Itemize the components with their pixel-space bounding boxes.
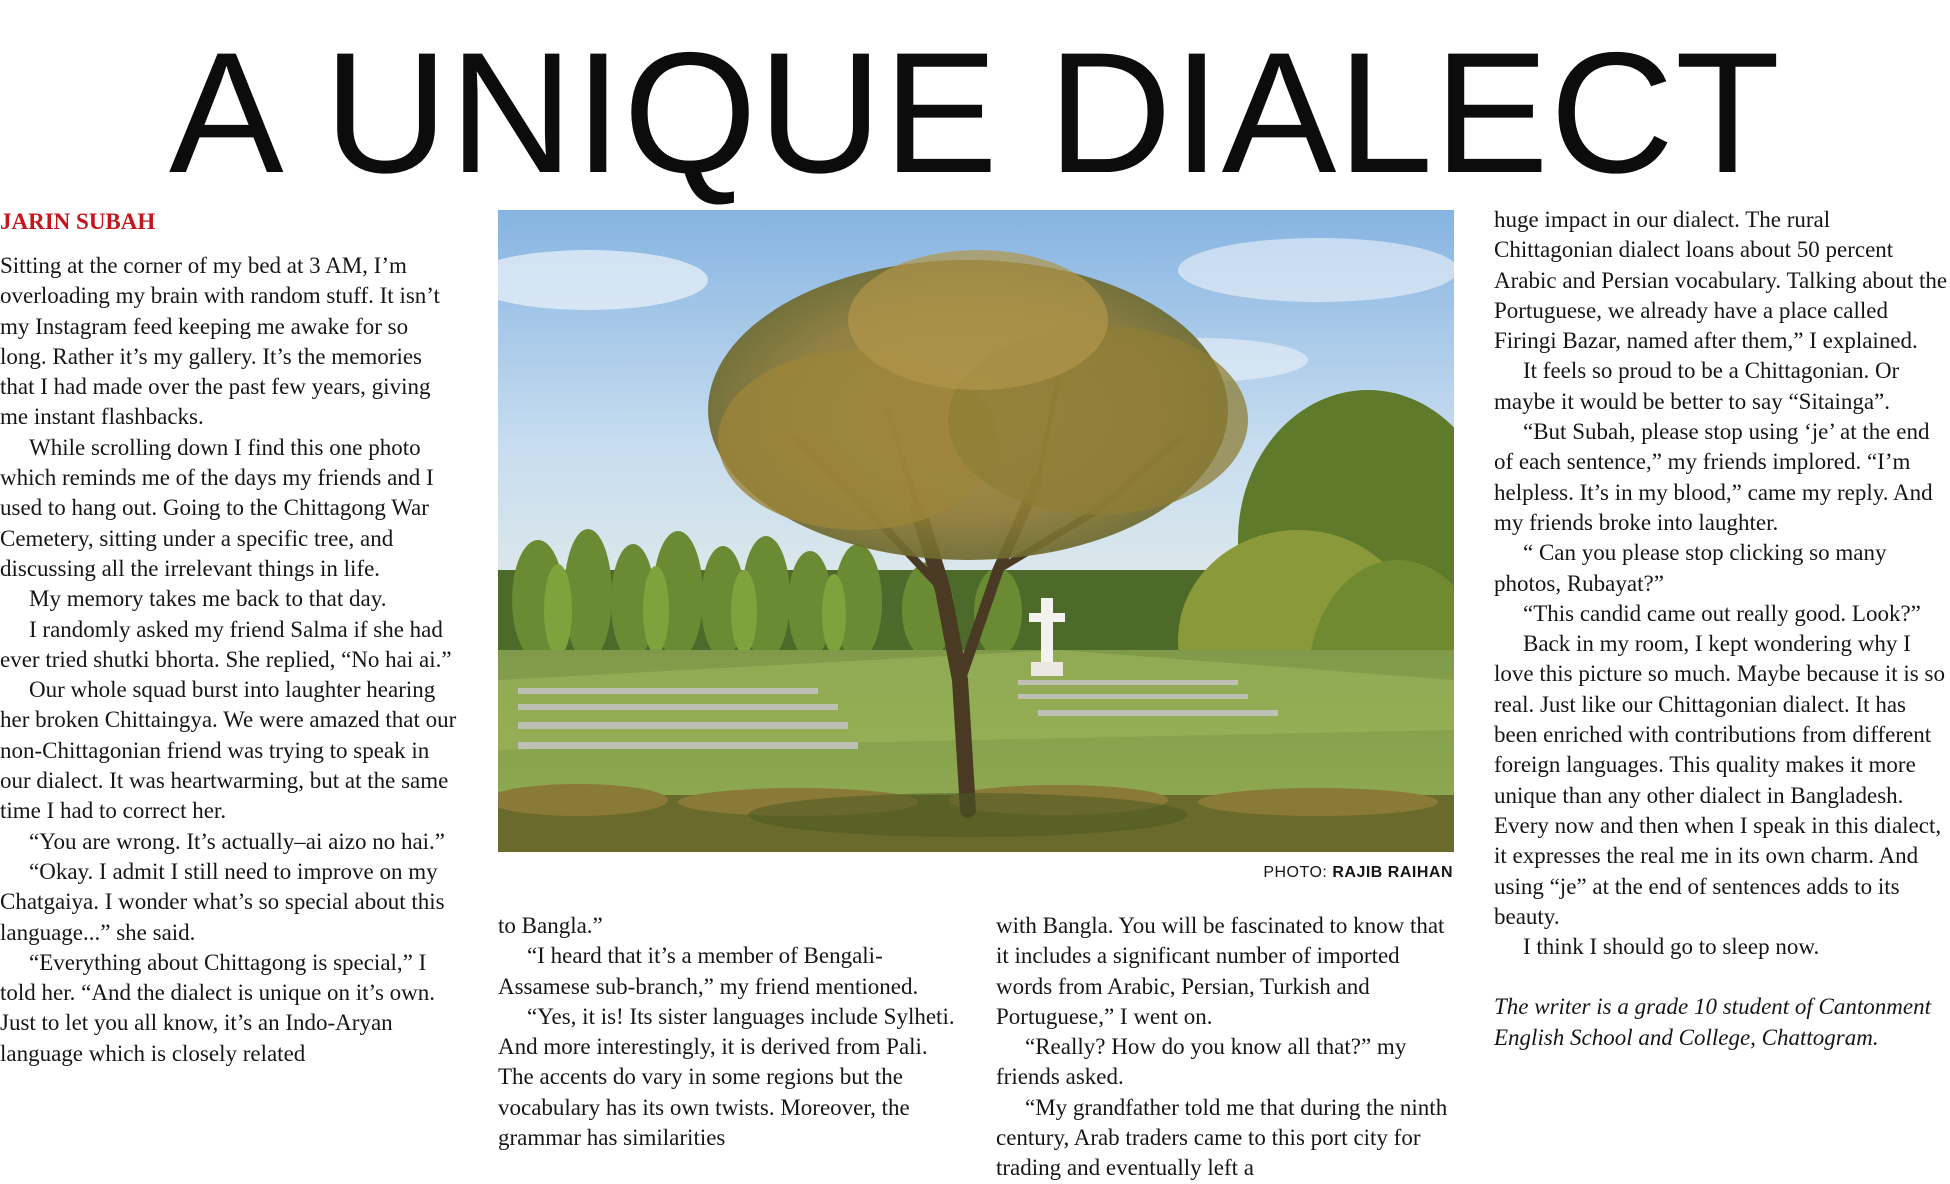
article-column-2: [498, 911, 963, 1153]
paragraph: “ Can you please stop clicking so many photos, Rubayat?”: [1494, 540, 1887, 596]
byline: JARIN SUBAH: [0, 209, 156, 234]
paragraph: “But Subah, please stop using ‘je’ at the end of each sentence,” my friends implored. “I’m helpless. It’s in my blood,” came my reply. And my friends broke into laughter.: [1494, 419, 1933, 535]
article-column-1: [0, 251, 458, 1069]
paragraph: “You are wrong. It’s actually–ai aizo no hai.”: [29, 828, 446, 854]
paragraph: huge impact in our dialect. The rural Chittagonian dialect loans about 50 percent Arabic and Persian vocabulary. Talking about the Portuguese, we already have a place called Firingi Bazar, named after them,” I explained.: [1494, 207, 1948, 354]
paragraph: “My grandfather told me that during the ninth century, Arab traders came to this port city for trading and eventually left a: [996, 1094, 1448, 1181]
headline: A UNIQUE DIALECT: [168, 17, 1782, 209]
paragraph: I randomly asked my friend Salma if she had ever tried shutki bhorta. She replied, “No hai ai.”: [0, 616, 452, 672]
paragraph: Sitting at the corner of my bed at 3 AM, I’m overloading my brain with random stuff. It isn’t my Instagram feed keeping me awake for so long. Rather it’s my gallery. It’s the memories that I had made over the past few years, giving me instant flashbacks.: [0, 253, 440, 430]
paragraph: “Okay. I admit I still need to improve on my Chatgaiya. I wonder what’s so special about this language...” she said.: [0, 858, 445, 945]
paragraph: Back in my room, I kept wondering why I love this picture so much. Maybe because it is so real. Just like our Chittagonian dialect. It has been enriched with contributions from different foreign languages. This quality makes it more unique than any other dialect in Bangladesh. Every now and then when I speak in this dialect, it expresses the real me in its own charm. And using “je” at the end of sentences adds to its beauty.: [1494, 631, 1945, 929]
photo-credit-name: RAJIB RAIHAN: [1332, 864, 1453, 881]
photo-credit-label: PHOTO:: [1263, 864, 1328, 881]
paragraph: It feels so proud to be a Chittagonian. Or maybe it would be better to say “Sitainga”.: [1494, 358, 1900, 414]
author-note: The writer is a grade 10 student of Cantonment English School and College, Chattogram.: [1494, 994, 1931, 1050]
paragraph: to Bangla.”: [498, 913, 603, 938]
paragraph: Our whole squad burst into laughter hearing her broken Chittaingya. We were amazed that our non-Chittagonian friend was trying to speak in our dialect. It was heartwarming, but at the same time I had to correct her.: [0, 677, 457, 824]
paragraph: I think I should go to sleep now.: [1523, 934, 1820, 960]
article-column-4: [1494, 205, 1950, 1053]
paragraph: with Bangla. You will be fascinated to know that it includes a significant number of imported words from Arabic, Persian, Turkish and Portuguese,” I went on.: [996, 913, 1445, 1029]
paragraph: “Really? How do you know all that?” my friends asked.: [996, 1034, 1407, 1090]
cemetery-photo: [498, 210, 1454, 852]
paragraph: “Yes, it is! Its sister languages include Sylheti. And more interestingly, it is derived from Pali. The accents do vary in some regions but the vocabulary has its own twists. Moreover, the grammar has similarities: [498, 1003, 955, 1151]
paragraph: “I heard that it’s a member of Bengali-Assamese sub-branch,” my friend mentioned.: [498, 943, 919, 999]
paragraph: My memory takes me back to that day.: [29, 586, 387, 612]
paragraph: “This candid came out really good. Look?”: [1523, 600, 1921, 626]
paragraph: While scrolling down I find this one photo which reminds me of the days my friends and I used to hang out. Going to the Chittagong War Cemetery, sitting under a specific tree, and discussing all the irrelevant things in life.: [0, 434, 434, 581]
photo-credit: [1100, 864, 1453, 882]
paragraph: “Everything about Chittagong is special,” I told her. “And the dialect is unique on it’s own. Just to let you all know, it’s an Indo-Aryan language which is closely related: [0, 949, 436, 1066]
article-column-3: [996, 911, 1457, 1184]
